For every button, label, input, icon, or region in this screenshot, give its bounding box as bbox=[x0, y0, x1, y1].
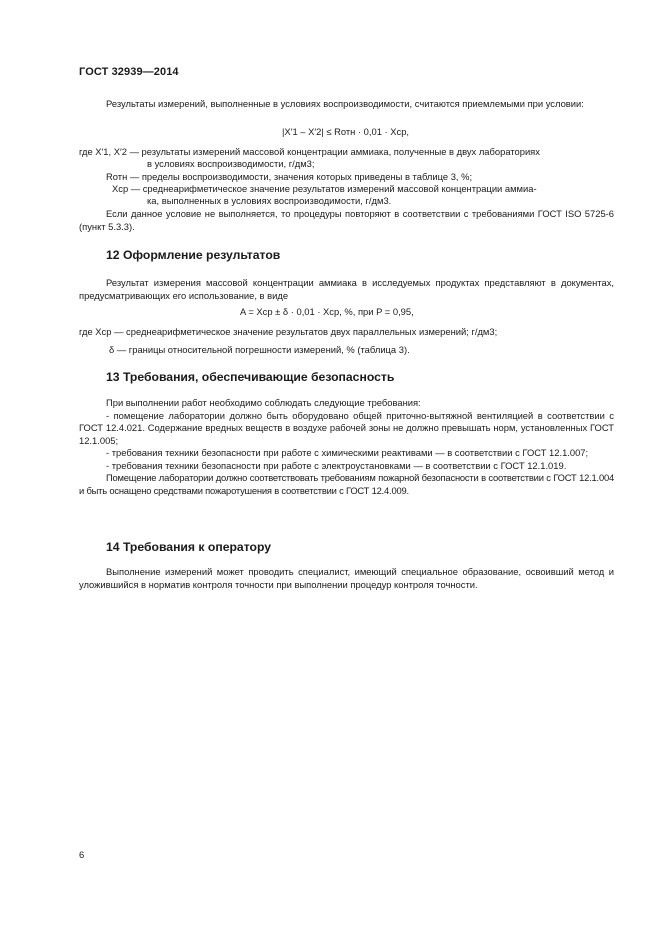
formula-symbol: Xср bbox=[95, 326, 112, 337]
reproducibility-formula: |X′1 – X′2| ≤ Rотн · 0,01 · Xср, bbox=[282, 126, 410, 137]
safety-requirement-item: - помещение лаборатории должно быть оборудовано общей приточно-вытяжной вентиляцией в соответствии с ГОСТ 12.4.021. Содержание вредных веществ в воздухе рабочей зоны не должно превышать норм, установленных ГОСТ 12.1.005; bbox=[79, 409, 614, 446]
formula-symbol: Xср bbox=[112, 183, 129, 194]
formula-symbol: δ bbox=[109, 344, 115, 355]
where-label: где bbox=[79, 146, 93, 157]
definition-x-results bbox=[79, 146, 540, 159]
formula-symbol: X′1, X′2 bbox=[95, 146, 127, 157]
document-header: ГОСТ 32939—2014 bbox=[79, 66, 179, 78]
section-14-title: 14 Требования к оператору bbox=[106, 540, 272, 554]
fire-safety-note: Помещение лаборатории должно соответствовать требованиям пожарной безопасности в соответствии с ГОСТ 12.1.004 и быть оснащено средствами пожаротушения в соответствии с ГОСТ 12.4.009. bbox=[79, 472, 614, 496]
definition-r-limits bbox=[106, 171, 472, 184]
result-formula: A = Xср ± δ · 0,01 · Xср, %, при P = 0,95, bbox=[240, 306, 414, 317]
definition-text: — пределы воспроизводимости, значения которых приведены в таблице 3, %; bbox=[129, 171, 473, 182]
section-12-intro: Результат измерения массовой концентрации аммиака в исследуемых продуктах представляют в документах, предусматривающих его использование, в виде bbox=[79, 277, 614, 301]
page-number: 6 bbox=[79, 849, 85, 860]
section-13-title: 13 Требования, обеспечивающие безопасность bbox=[106, 370, 395, 384]
definition-text: — среднеарифметическое значение результатов двух параллельных измерений; г/дм3; bbox=[114, 326, 498, 337]
safety-requirement-item: - требования техники безопасности при работе с химическими реактивами — в соответствии с ГОСТ 12.1.007; bbox=[106, 447, 589, 458]
section-12-title: 12 Оформление результатов bbox=[106, 248, 281, 262]
section-14-text: Выполнение измерений может проводить специалист, имеющий специальное образование, освоивший метод и уложившийся в норматив контроля точности при выполнении процедур контроля точности. bbox=[79, 566, 614, 590]
where-label: где bbox=[79, 326, 93, 337]
formula-symbol: Rотн bbox=[106, 171, 128, 182]
definition-text: — среднеарифметическое значение результатов измерений массовой концентрации аммиа- bbox=[130, 183, 537, 194]
definition-xcp-mean-cont: ка, выполненных в условиях воспроизводимости, г/дм3. bbox=[147, 195, 392, 206]
reproducibility-fail-note: Если данное условие не выполняется, то процедуры повторяют в соответствии с требованиями ГОСТ ISO 5725-6 (пункт 5.3.3). bbox=[79, 208, 614, 232]
section-13-body bbox=[79, 397, 614, 497]
reproducibility-intro: Результаты измерений, выполненные в условиях воспроизводимости, считаются приемлемыми при условии: bbox=[106, 98, 584, 109]
definition-text: — результаты измерений массовой концентрации аммиака, полученные в двух лабораториях bbox=[129, 146, 540, 157]
definition-x-results-cont: в условиях воспроизводимости, г/дм3; bbox=[147, 158, 315, 169]
section-13-intro: При выполнении работ необходимо соблюдать следующие требования: bbox=[106, 397, 421, 408]
definition-xcp-parallel bbox=[79, 326, 497, 339]
definition-xcp-mean bbox=[112, 183, 537, 196]
definition-text: — границы относительной погрешности измерений, % (таблица 3). bbox=[116, 344, 410, 355]
definition-delta bbox=[109, 344, 410, 357]
safety-requirement-item: - требования техники безопасности при работе с электроустановками — в соответствии с ГОСТ 12.1.019. bbox=[106, 459, 567, 471]
